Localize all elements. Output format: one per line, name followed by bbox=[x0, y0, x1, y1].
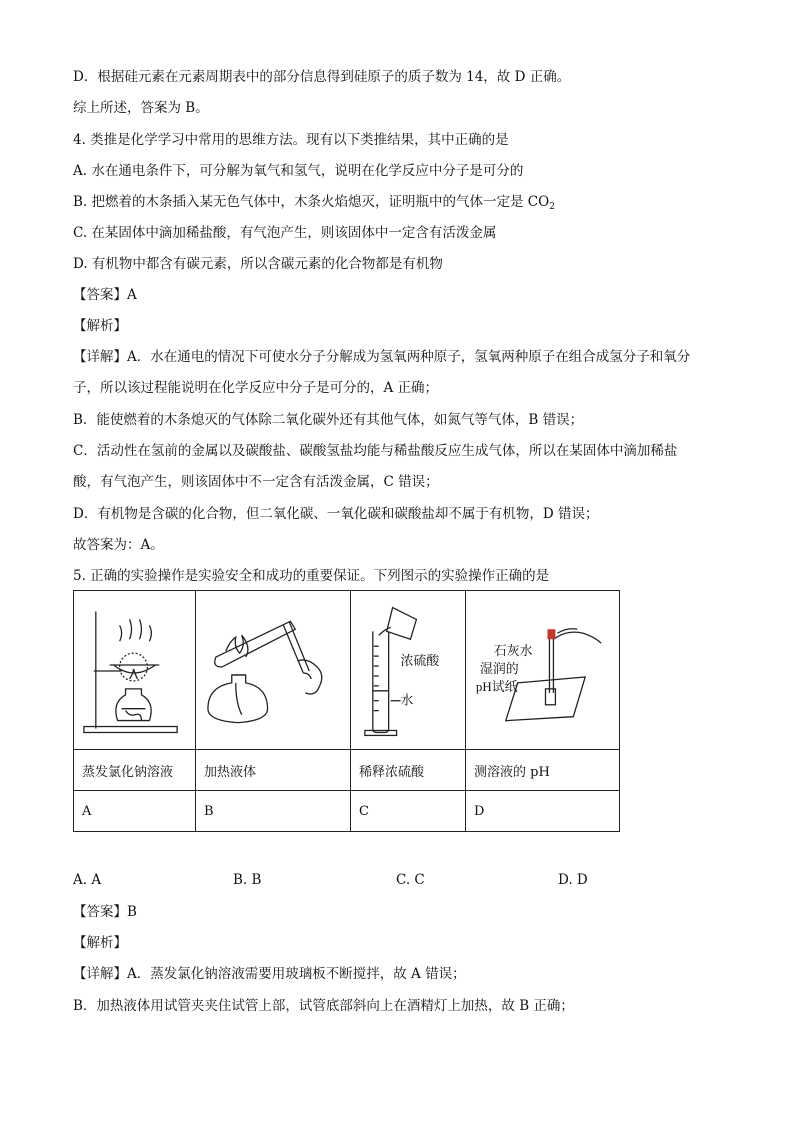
dropper-cap bbox=[547, 629, 555, 639]
evaporation-figure bbox=[74, 591, 195, 749]
q4-detail-2: 子，所以该过程能说明在化学反应中分子是可分的，A 正确； bbox=[73, 380, 439, 396]
label-conc-acid: 浓硫酸 bbox=[400, 654, 440, 669]
caption-c: 稀释浓硫酸 bbox=[351, 750, 466, 791]
label-wet: 湿润的 bbox=[479, 660, 519, 676]
q5-option-b: B. B bbox=[233, 872, 262, 888]
q4-detail-4: C．活动性在氢前的金属以及碳酸盐、碳酸氢盐均能与稀盐酸反应生成气体，所以在某固体中滴加稀盐 bbox=[73, 443, 678, 459]
q4-option-b-text: B. 把燃着的木条插入某无色气体中，木条火焰熄灭，证明瓶中的气体一定是 CO bbox=[73, 194, 550, 210]
letter-d: D bbox=[466, 791, 620, 832]
q4-option-b bbox=[73, 193, 555, 216]
caption-a: 蒸发氯化钠溶液 bbox=[74, 750, 196, 791]
caption-d: 测溶液的 pH bbox=[466, 750, 620, 791]
label-water: 水 bbox=[400, 693, 414, 708]
detail-text: A．水在通电的情况下可使水分子分解成为氢氧两种原子，氢氧两种原子在组合成氢分子和氧分 bbox=[127, 349, 691, 365]
answer-tag: 【答案】 bbox=[73, 287, 127, 303]
q5-option-c: C. C bbox=[396, 872, 425, 888]
letter-b: B bbox=[196, 791, 351, 832]
figure-b-cell bbox=[196, 591, 351, 750]
figure-a-cell bbox=[74, 591, 196, 750]
q5-option-d: D. D bbox=[558, 872, 588, 888]
q4-analysis-tag: 【解析】 bbox=[73, 318, 127, 334]
label-limewater: 石灰水 bbox=[493, 643, 533, 659]
q4-detail-6: D．有机物是含碳的化合物，但二氧化碳、一氧化碳和碳酸盐却不属于有机物，D 错误； bbox=[73, 506, 599, 522]
q4-stem: 4. 类推是化学学习中常用的思维方法。现有以下类推结果，其中正确的是 bbox=[73, 132, 509, 148]
answer-value: A bbox=[127, 287, 137, 303]
q5-analysis-tag: 【解析】 bbox=[73, 935, 127, 951]
answer-value: B bbox=[127, 904, 137, 920]
q4-option-a: A. 水在通电条件下，可分解为氧气和氢气，说明在化学反应中分子是可分的 bbox=[73, 163, 524, 179]
summary-line: 综上所述，答案为 B。 bbox=[73, 100, 209, 116]
q4-detail-5: 酸，有气泡产生，则该固体中不一定含有活泼金属，C 错误； bbox=[73, 474, 439, 490]
q5-detail-2: B．加热液体用试管夹夹住试管上部，试管底部斜向上在酒精灯上加热，故 B 正确； bbox=[73, 998, 574, 1014]
q5-detail-1 bbox=[73, 965, 466, 983]
detail-tag: 【详解】 bbox=[73, 349, 127, 365]
q4-detail-3: B．能使燃着的木条熄灭的气体除二氧化碳外还有其他气体，如氮气等气体，B 错误； bbox=[73, 412, 584, 428]
dilution-figure bbox=[351, 591, 465, 749]
figure-d-cell bbox=[466, 591, 620, 750]
q5-answer bbox=[73, 903, 137, 921]
q4-detail-1 bbox=[73, 348, 690, 366]
letter-a: A bbox=[74, 791, 196, 832]
experiment-table bbox=[73, 590, 620, 832]
q4-option-b-subscript: 2 bbox=[549, 202, 555, 212]
caption-b: 加热液体 bbox=[196, 750, 351, 791]
q4-answer bbox=[73, 286, 137, 304]
text-line: D．根据硅元素在元素周期表中的部分信息得到硅原子的质子数为 14，故 D 正确。 bbox=[73, 69, 571, 85]
q4-conclusion: 故答案为：A。 bbox=[73, 537, 164, 553]
figure-c-cell bbox=[351, 591, 466, 750]
detail-text: A．蒸发氯化钠溶液需要用玻璃板不断搅拌，故 A 错误； bbox=[127, 966, 466, 982]
detail-tag: 【详解】 bbox=[73, 966, 127, 982]
ph-test-figure bbox=[466, 591, 619, 749]
heating-liquid-figure bbox=[196, 591, 350, 749]
q4-option-d: D. 有机物中都含有碳元素，所以含碳元素的化合物都是有机物 bbox=[73, 256, 443, 272]
q4-option-c: C. 在某固体中滴加稀盐酸，有气泡产生，则该固体中一定含有活泼金属 bbox=[73, 225, 497, 241]
answer-tag: 【答案】 bbox=[73, 904, 127, 920]
q5-option-a: A. A bbox=[73, 872, 102, 888]
letter-c: C bbox=[351, 791, 466, 832]
label-ph-paper: pH试纸 bbox=[475, 678, 518, 694]
q5-stem: 5. 正确的实验操作是实验安全和成功的重要保证。下列图示的实验操作正确的是 bbox=[73, 568, 550, 584]
